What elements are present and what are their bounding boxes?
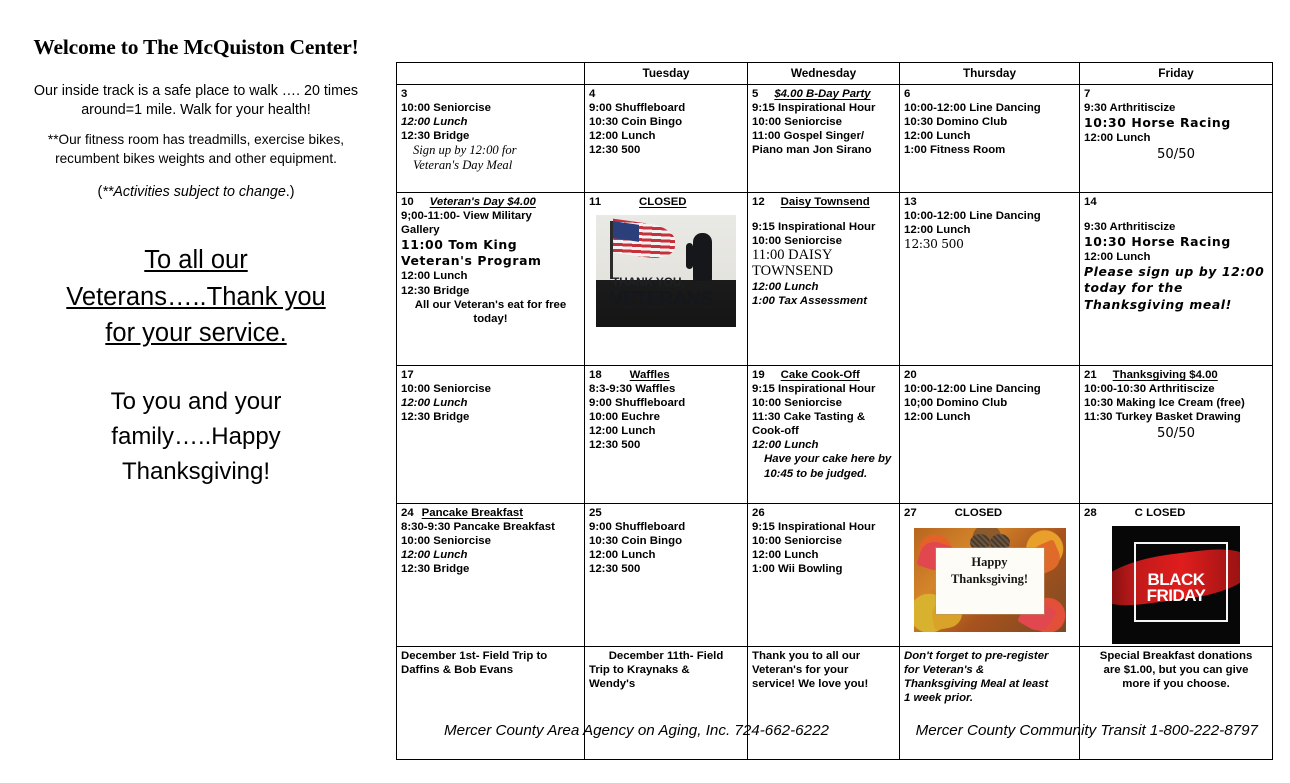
calendar-week-row bbox=[397, 504, 1273, 647]
event-item: 12:00 Lunch bbox=[1084, 251, 1151, 264]
day-cell-19[interactable] bbox=[748, 366, 900, 504]
event-item: 11:00 Tom King bbox=[401, 237, 518, 253]
image-caption bbox=[914, 554, 1066, 588]
event-item: 11:00 Gospel Singer/ bbox=[752, 130, 865, 143]
event-item: 10:00 Seniorcise bbox=[752, 235, 842, 248]
event-item: 12:30 500 bbox=[904, 237, 964, 252]
footer-line: 1 week prior. bbox=[904, 692, 974, 705]
event-item: 12:30 Bridge bbox=[401, 563, 470, 576]
footer-line: Thank you to all our bbox=[752, 650, 861, 663]
event-item: 10:30 Horse Racing bbox=[1084, 115, 1231, 131]
footer-line: Special Breakfast donations bbox=[1099, 650, 1253, 663]
day-cell-25[interactable] bbox=[585, 504, 748, 647]
event-item: Veteran's Day Meal bbox=[413, 158, 513, 173]
veterans-thank-you-block bbox=[18, 242, 374, 351]
column-header-blank bbox=[397, 63, 585, 85]
event-item: 8:30-9:30 Pancake Breakfast bbox=[401, 521, 555, 534]
day-number: 17 bbox=[401, 369, 414, 381]
event-item: 9:15 Inspirational Hour bbox=[752, 102, 876, 115]
footer-line: for Veteran's & bbox=[904, 664, 985, 677]
day-cell-6[interactable] bbox=[900, 85, 1080, 193]
day-title: Veteran's Day $4.00 bbox=[429, 196, 536, 208]
event-item: 10:45 to be judged. bbox=[764, 467, 868, 480]
veterans-line-1: To all our bbox=[144, 246, 248, 275]
event-item: 10:30 Horse Racing bbox=[1084, 234, 1231, 250]
day-cell-14[interactable] bbox=[1080, 193, 1273, 366]
image-caption-line-1: Happy bbox=[971, 555, 1008, 570]
event-item: 9:00 Shuffleboard bbox=[589, 521, 686, 534]
event-item: today! bbox=[473, 312, 508, 325]
day-cell-7[interactable] bbox=[1080, 85, 1273, 193]
calendar-table-wrapper bbox=[396, 62, 1272, 760]
day-cell-18[interactable] bbox=[585, 366, 748, 504]
event-item: 12:00 Lunch bbox=[589, 130, 656, 143]
thank-you-veterans-image bbox=[596, 215, 736, 327]
day-number: 26 bbox=[752, 507, 765, 519]
column-header-thursday: Thursday bbox=[900, 63, 1080, 85]
event-item: 10:00 Seniorcise bbox=[752, 535, 842, 548]
footer-cell-thank-you-veterans bbox=[748, 647, 900, 760]
day-cell-13[interactable] bbox=[900, 193, 1080, 366]
day-number: 28 bbox=[1084, 507, 1097, 519]
footer-line: service! We love you! bbox=[752, 678, 869, 691]
left-info-panel bbox=[18, 34, 374, 489]
happy-thanksgiving-image bbox=[914, 528, 1066, 632]
event-item: 12:00 Lunch bbox=[401, 549, 468, 562]
cell-spacer bbox=[752, 209, 895, 220]
day-number: 4 bbox=[589, 88, 596, 100]
footer-line: Wendy's bbox=[589, 678, 636, 691]
event-item: Piano man Jon Sirano bbox=[752, 144, 872, 157]
event-item: 12:00 Lunch bbox=[904, 411, 971, 424]
activities-subject-to-change-note bbox=[18, 184, 374, 200]
event-item: 12:00 Lunch bbox=[752, 439, 819, 452]
fitness-room-paragraph: **Our fitness room has treadmills, exercise bikes, recumbent bikes weights and other equipment. bbox=[47, 131, 345, 166]
event-item: 9:15 Inspirational Hour bbox=[752, 521, 876, 534]
day-number: 21 bbox=[1084, 369, 1097, 381]
cell-spacer bbox=[1084, 209, 1268, 220]
note-close-paren: .) bbox=[285, 184, 295, 201]
event-item: 10:00 Seniorcise bbox=[752, 397, 842, 410]
day-number: 13 bbox=[904, 196, 917, 208]
event-item: 9:15 Inspirational Hour bbox=[752, 383, 876, 396]
day-cell-11[interactable] bbox=[585, 193, 748, 366]
event-item: Have your cake here by bbox=[764, 453, 892, 466]
event-item: 9:30 Arthritiscize bbox=[1084, 221, 1176, 234]
day-number: 3 bbox=[401, 88, 408, 100]
event-item: 50/50 bbox=[1156, 147, 1195, 163]
event-item: 1:00 Fitness Room bbox=[904, 144, 1006, 157]
day-title: Waffles bbox=[629, 369, 670, 381]
event-item: 10:30 Coin Bingo bbox=[589, 116, 683, 129]
day-cell-24[interactable] bbox=[397, 504, 585, 647]
footer-line: more if you choose. bbox=[1122, 678, 1230, 691]
footer-line: Trip to Kraynaks & bbox=[589, 664, 690, 677]
calendar-table bbox=[396, 62, 1273, 760]
event-item: 12:00 Lunch bbox=[401, 397, 468, 410]
community-transit-contact: Mercer County Community Transit 1-800-222-8797 bbox=[915, 722, 1258, 739]
day-number: 12 bbox=[752, 196, 765, 208]
event-item: 10:00 Seniorcise bbox=[401, 383, 491, 396]
event-item: 10:30 Making Ice Cream (free) bbox=[1084, 397, 1245, 410]
soldier-silhouette-icon bbox=[693, 233, 712, 281]
footer-line: are $1.00, but you can give bbox=[1103, 664, 1249, 677]
image-caption-small: THANK YOU, bbox=[612, 275, 685, 290]
event-item: Veteran's Program bbox=[401, 253, 542, 269]
event-item: 12:00 Lunch bbox=[1084, 132, 1151, 145]
day-title: Cake Cook-Off bbox=[780, 369, 860, 381]
day-number: 24 bbox=[401, 507, 414, 519]
event-item: 12:30 500 bbox=[589, 439, 641, 452]
event-item: 10:00-12:00 Line Dancing bbox=[904, 210, 1041, 223]
event-item: Cook-off bbox=[752, 425, 799, 438]
event-item: Sign up by 12:00 for bbox=[413, 143, 517, 158]
day-cell-28[interactable] bbox=[1080, 504, 1273, 647]
event-item: 9:30 Arthritiscize bbox=[1084, 102, 1176, 115]
event-item: 10:00-12:00 Line Dancing bbox=[904, 102, 1041, 115]
image-caption-line-1: BLACK bbox=[1147, 570, 1205, 590]
event-item: 12:00 Lunch bbox=[401, 116, 468, 129]
note-italic-text: **Activities subject to change bbox=[102, 184, 286, 201]
welcome-title: Welcome to The McQuiston Center! bbox=[33, 35, 359, 59]
event-item: Please sign up by 12:00 bbox=[1084, 264, 1265, 280]
event-item: 10:00 Seniorcise bbox=[401, 535, 491, 548]
footer-line: December 11th- Field bbox=[608, 650, 724, 663]
image-caption-line-2: Thanksgiving! bbox=[950, 571, 1029, 586]
event-item: 12:30 Bridge bbox=[401, 284, 470, 297]
footer-line: Don't forget to pre-register bbox=[904, 650, 1049, 663]
event-item: 1:00 Tax Assessment bbox=[752, 294, 868, 307]
day-number: 7 bbox=[1084, 88, 1091, 100]
event-item: 12:30 Bridge bbox=[401, 130, 470, 143]
day-number: 11 bbox=[589, 196, 602, 208]
thanks-line-3: Thanksgiving! bbox=[121, 457, 271, 485]
veterans-line-2: Veterans…..Thank you bbox=[66, 282, 326, 311]
event-item: 10:30 Domino Club bbox=[904, 116, 1008, 129]
calendar-header-row bbox=[397, 63, 1273, 85]
event-item: 8:3-9:30 Waffles bbox=[589, 383, 676, 396]
day-number: 14 bbox=[1084, 196, 1097, 208]
event-item: 11:30 Cake Tasting & bbox=[752, 411, 866, 424]
day-cell-17[interactable] bbox=[397, 366, 585, 504]
footer-line: December 1st- Field Trip to bbox=[401, 650, 548, 663]
event-item: 10:00-12:00 Line Dancing bbox=[904, 383, 1041, 396]
calendar-week-row bbox=[397, 85, 1273, 193]
day-number: 19 bbox=[752, 369, 765, 381]
event-item: 9;00-11:00- View Military bbox=[401, 210, 532, 223]
event-item: 11:00 DAISY bbox=[752, 247, 833, 264]
veterans-line-3: for your service. bbox=[105, 318, 287, 347]
event-item: 11:30 Turkey Basket Drawing bbox=[1084, 411, 1241, 424]
event-item: 9:00 Shuffleboard bbox=[589, 102, 686, 115]
flag-canton-icon bbox=[613, 221, 639, 242]
calendar-week-row bbox=[397, 193, 1273, 366]
event-item: today for the bbox=[1084, 280, 1183, 296]
event-item: 50/50 bbox=[1156, 426, 1195, 442]
day-cell-26[interactable] bbox=[748, 504, 900, 647]
footer-line: Thanksgiving Meal at least bbox=[904, 678, 1049, 691]
day-cell-4[interactable] bbox=[585, 85, 748, 193]
event-item: Thanksgiving meal! bbox=[1084, 296, 1232, 312]
footer-line: Veteran's for your bbox=[752, 664, 849, 677]
day-title: CLOSED bbox=[954, 507, 1003, 519]
event-item: 10:00 Seniorcise bbox=[752, 116, 842, 129]
agency-on-aging-contact: Mercer County Area Agency on Aging, Inc. 724-662-6222 bbox=[444, 722, 829, 739]
event-item: 12:00 Lunch bbox=[752, 549, 819, 562]
event-item: 12:30 500 bbox=[589, 144, 641, 157]
happy-thanksgiving-block bbox=[18, 385, 374, 489]
event-item: 12:00 Lunch bbox=[904, 130, 971, 143]
day-cell-21[interactable] bbox=[1080, 366, 1273, 504]
day-number: 18 bbox=[589, 369, 602, 381]
day-cell-10[interactable] bbox=[397, 193, 585, 366]
thanks-line-1: To you and your bbox=[110, 388, 282, 416]
event-item: All our Veteran's eat for free bbox=[414, 298, 567, 311]
day-number: 5 bbox=[752, 88, 759, 100]
event-item: 12:30 500 bbox=[589, 563, 641, 576]
event-item: 10:00-10:30 Arthritiscize bbox=[1084, 383, 1215, 396]
event-item: 12:00 Lunch bbox=[752, 280, 819, 293]
day-title: Thanksgiving $4.00 bbox=[1112, 369, 1218, 381]
event-item: 10:30 Coin Bingo bbox=[589, 535, 683, 548]
event-item: 1:00 Wii Bowling bbox=[752, 563, 843, 576]
image-caption-large: VETERANS bbox=[610, 288, 713, 311]
image-caption-line-2: FRIDAY bbox=[1146, 586, 1206, 606]
inside-track-paragraph: Our inside track is a safe place to walk …. 20 times around=1 mile. Walk for your health! bbox=[33, 82, 359, 119]
event-item: TOWNSEND bbox=[752, 262, 834, 279]
calendar-footer-row bbox=[397, 647, 1273, 760]
event-item: 12:00 Lunch bbox=[904, 224, 971, 237]
note-open-paren: ( bbox=[97, 184, 103, 201]
event-item: 12:00 Lunch bbox=[401, 270, 468, 283]
day-title: Daisy Townsend bbox=[780, 196, 870, 208]
footer-line: Daffins & Bob Evans bbox=[401, 664, 514, 677]
day-number: 6 bbox=[904, 88, 911, 100]
event-item: 9:00 Shuffleboard bbox=[589, 397, 686, 410]
footer-cell-december-1 bbox=[397, 647, 585, 760]
event-item: 12:00 Lunch bbox=[589, 549, 656, 562]
event-item: 10:00 Seniorcise bbox=[401, 102, 491, 115]
day-title: C LOSED bbox=[1134, 507, 1186, 519]
day-title: Pancake Breakfast bbox=[421, 507, 523, 519]
day-cell-20[interactable] bbox=[900, 366, 1080, 504]
day-number: 27 bbox=[904, 507, 917, 519]
calendar-week-row bbox=[397, 366, 1273, 504]
event-item: Gallery bbox=[401, 224, 440, 237]
day-number: 25 bbox=[589, 507, 602, 519]
day-cell-27[interactable] bbox=[900, 504, 1080, 647]
black-friday-image bbox=[1112, 526, 1240, 644]
day-number: 20 bbox=[904, 369, 917, 381]
day-number: 10 bbox=[401, 196, 414, 208]
event-item: 10:00 Euchre bbox=[589, 411, 660, 424]
day-title: CLOSED bbox=[639, 196, 687, 208]
day-cell-3[interactable] bbox=[397, 85, 585, 193]
event-item: 12:00 Lunch bbox=[589, 425, 656, 438]
event-item: 12:30 Bridge bbox=[401, 411, 470, 424]
day-cell-5[interactable] bbox=[748, 85, 900, 193]
day-title: $4.00 B-Day Party bbox=[774, 88, 871, 100]
column-header-friday: Friday bbox=[1080, 63, 1273, 85]
footer-cell-december-11 bbox=[585, 647, 748, 760]
day-cell-12[interactable] bbox=[748, 193, 900, 366]
column-header-wednesday: Wednesday bbox=[748, 63, 900, 85]
footer-cell-breakfast-donations bbox=[1080, 647, 1273, 760]
column-header-tuesday: Tuesday bbox=[585, 63, 748, 85]
footer-cell-preregister-note bbox=[900, 647, 1080, 760]
event-item: 10;00 Domino Club bbox=[904, 397, 1008, 410]
event-item: 9:15 Inspirational Hour bbox=[752, 221, 876, 234]
thanks-line-2: family…..Happy bbox=[111, 422, 281, 450]
